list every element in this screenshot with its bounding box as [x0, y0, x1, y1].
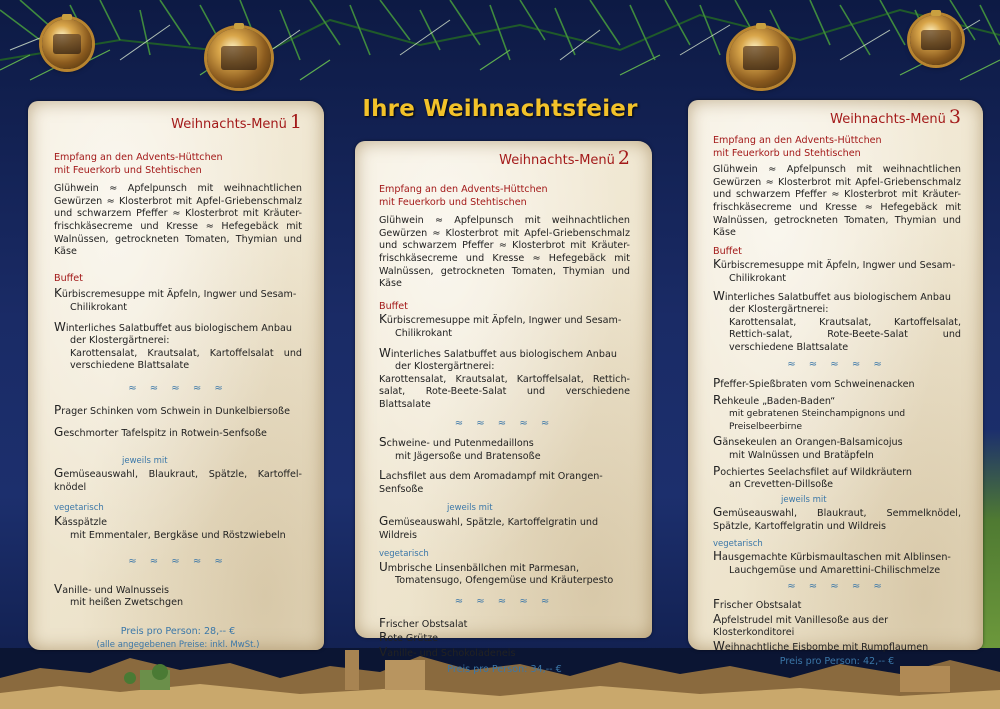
item-text: achsfilet aus dem Aromadampf mit Orangen-Senfsoße: [379, 471, 603, 495]
dessert-item-3: [713, 640, 961, 655]
buffet-label: Buffet: [713, 245, 742, 257]
item-cont: Chilikrokant: [729, 272, 787, 284]
initial-letter: W: [713, 288, 725, 303]
item-cont: der Klostergärtnerei:: [70, 335, 170, 347]
initial-letter: P: [713, 463, 721, 478]
reception-text: Glühwein ≈ Apfelpunsch mit weihnachtlichen Gewürzen ≈ Klosterbrot mit Apfel-Griebenschmalz und schwarzem Pfeffer ≈ Klosterbrot mit Kräuter-frischkäsecreme und Kresse ≈ Hefegebäck mit Walnüssen, getrockneten Tomaten, Thymian und Käse: [54, 183, 302, 258]
each-with-label: jeweils mit: [447, 503, 493, 514]
meat-item-4: [713, 465, 961, 492]
initial-letter: G: [54, 466, 64, 481]
initial-letter: K: [379, 312, 387, 327]
menu-title: [54, 113, 302, 134]
item-text: chweine- und Putenmedaillons: [386, 438, 534, 450]
soup-item: [54, 287, 302, 314]
reception-subtitle: mit Feuerkorb und Stehtischen: [379, 196, 527, 208]
item-text: emüseauswahl, Blaukraut, Semmelknödel, Spätzle, Kartoffelgratin und Wildreis: [713, 508, 961, 533]
item-cont: Lauchgemüse und Amarettini-Chilischmelze: [729, 564, 941, 576]
item-text: ausgemachte Kürbismaultaschen mit Alblinsen-: [722, 552, 951, 564]
nativity-ornament-icon: [42, 19, 92, 69]
item-text: eschmorter Tafelspitz in Rotwein-Senfsoße: [63, 428, 267, 440]
dessert-item-3: [379, 646, 630, 661]
menu-panel-2: [355, 141, 652, 676]
initial-letter: W: [379, 345, 391, 360]
initial-letter: G: [54, 425, 64, 440]
vegetarian-label: vegetarisch: [713, 538, 763, 549]
nativity-ornament-icon: [207, 28, 271, 88]
nativity-ornament-icon: [729, 28, 793, 88]
ornament-cap: [62, 14, 72, 20]
initial-letter: H: [713, 549, 723, 564]
menu-title-text: Weihnachts-Menü: [499, 153, 615, 168]
item-text: interliches Salatbuffet aus biologischem Anbau: [65, 322, 292, 334]
dessert-item-2: [379, 631, 630, 646]
item-text: rischer Obstsalat: [719, 600, 802, 611]
initial-letter: R: [379, 630, 388, 645]
sides-item: [54, 467, 302, 494]
veg-item: [713, 550, 961, 577]
item-cont: mit gebratenen Steinchampignons und Preiselbeerbirne: [729, 409, 906, 432]
wave-divider: ≈ ≈ ≈ ≈ ≈: [454, 596, 555, 608]
item-text: feffer-Spießbraten vom Schweinenacken: [720, 379, 915, 391]
meat-item-3: [713, 435, 961, 462]
nativity-ornament-icon: [910, 15, 962, 65]
each-with-label: jeweils mit: [781, 494, 827, 505]
soup-item: [713, 258, 961, 285]
item-cont: mit Emmentaler, Bergkäse und Röstzwiebeln: [70, 529, 286, 541]
item-text: ehkeule „Baden-Baden“: [721, 395, 836, 407]
initial-letter: W: [54, 319, 66, 334]
item-text: anille- und Walnusseis: [62, 584, 170, 596]
item-text: emüseauswahl, Blaukraut, Spätzle, Kartoffel-knödel: [54, 469, 302, 493]
reception-title: Empfang an den Advents-Hüttchen: [54, 152, 223, 163]
dessert-item-1: [379, 617, 630, 632]
initial-letter: F: [379, 615, 386, 630]
meat-item-1: [713, 377, 961, 392]
initial-letter: K: [54, 514, 62, 529]
menu-title: [379, 149, 630, 170]
wave-divider: ≈ ≈ ≈ ≈ ≈: [128, 382, 228, 394]
menu-number: 2: [617, 147, 630, 169]
item-cont: der Klostergärtnerei:: [395, 361, 495, 373]
page-title: Ihre Weihnachtsfeier: [362, 96, 638, 122]
initial-letter: G: [713, 505, 723, 520]
meat-item-1: [379, 436, 630, 463]
reception-title: Empfang an den Advents-Hüttchen: [379, 184, 548, 195]
wave-divider: ≈ ≈ ≈ ≈ ≈: [454, 417, 555, 429]
meat-item-1: [54, 404, 302, 419]
veg-item: [379, 561, 630, 588]
initial-letter: A: [713, 611, 722, 626]
dessert-item-2: [713, 613, 961, 640]
item-cont: mit Jägersoße und Bratensoße: [395, 450, 541, 462]
item-cont: Tomatensugo, Ofengemüse und Kräuterpesto: [395, 575, 614, 587]
salad-item: [54, 321, 302, 348]
wave-divider: ≈ ≈ ≈ ≈ ≈: [787, 358, 887, 370]
pine-branch-icon: [0, 0, 1000, 100]
price: Preis pro Person: 28,-- €: [120, 626, 236, 638]
buffet-label: Buffet: [54, 272, 83, 284]
menu-panel-1: [28, 101, 324, 650]
veg-item: [54, 515, 302, 542]
item-cont: der Klostergärtnerei:: [729, 304, 829, 316]
initial-letter: K: [713, 257, 721, 272]
menu-title: [713, 108, 961, 129]
item-cont: mit Walnüssen und Bratäpfeln: [729, 450, 874, 462]
ornament-cap: [234, 23, 244, 29]
price-note: (alle angegebenen Preise: inkl. MwSt.): [96, 639, 260, 650]
buffet-label: Buffet: [379, 300, 408, 312]
menu-title-text: Weihnachts-Menü: [171, 117, 287, 132]
initial-letter: P: [713, 376, 721, 391]
reception-subtitle: mit Feuerkorb und Stehtischen: [713, 147, 861, 159]
item-text: eihnachtliche Eisbombe mit Rumpflaumen: [724, 641, 929, 653]
salad-detail: Karottensalat, Krautsalat, Kartoffelsalat, Rettich-salat, Rote-Beete-Salat und verschiedene Blattsalate: [729, 316, 961, 353]
item-text: ürbiscremesuppe mit Äpfeln, Ingwer und Sesam-: [386, 315, 622, 327]
price: Preis pro Person: 34,-- €: [447, 664, 562, 676]
reception-text: Glühwein ≈ Apfelpunsch mit weihnachtlichen Gewürzen ≈ Klosterbrot mit Apfel-Griebenschmalz und schwarzem Pfeffer ≈ Klosterbrot mit Kräuter-frischkäsecreme und Kresse ≈ Hefegebäck mit Walnüssen, getrockneten Tomaten, Thymian und Käse: [713, 164, 961, 239]
salad-detail: Karottensalat, Krautsalat, Kartoffelsalat und verschiedene Blattsalate: [70, 347, 302, 372]
reception-text: Glühwein ≈ Apfelpunsch mit weihnachtlichen Gewürzen ≈ Klosterbrot mit Apfel-Griebenschmalz und schwarzem Pfeffer ≈ Klosterbrot mit Kräuter-frischkäsecreme und Kresse ≈ Hefegebäck mit Walnüssen, getrockneten Tomaten, Thymian und Käse: [379, 215, 630, 290]
initial-letter: G: [379, 514, 389, 529]
salad-item: [713, 290, 961, 317]
item-text: änsekeulen an Orangen-Balsamicojus: [722, 437, 903, 449]
initial-letter: G: [713, 434, 723, 449]
reception-subtitle: mit Feuerkorb und Stehtischen: [54, 164, 202, 176]
initial-letter: U: [379, 559, 388, 574]
menu-number: 3: [948, 106, 961, 128]
vegetarian-label: vegetarisch: [54, 503, 104, 514]
item-text: ürbiscremesuppe mit Äpfeln, Ingwer und Sesam-: [720, 260, 956, 272]
dessert-item: [54, 583, 302, 610]
item-text: emüseauswahl, Spätzle, Kartoffelgratin und Wildreis: [379, 517, 599, 541]
ornament-cap: [756, 23, 766, 29]
item-cont: mit heißen Zwetschgen: [70, 597, 184, 609]
item-text: ürbiscremesuppe mit Äpfeln, Ingwer und Sesam-: [61, 289, 297, 301]
item-text: ote Grütze: [387, 633, 439, 645]
salad-detail: Karottensalat, Krautsalat, Kartoffelsalat, Rettich-salat, Rote-Beete-Salat und verschiedene Blattsalate: [379, 373, 630, 410]
item-cont: an Crevetten-Dillsoße: [729, 479, 834, 491]
item-text: rischer Obstsalat: [385, 618, 468, 630]
menu-number: 1: [289, 111, 302, 133]
item-text: interliches Salatbuffet aus biologischem Anbau: [390, 348, 617, 360]
price: Preis pro Person: 42,-- €: [779, 656, 895, 668]
menu-title-text: Weihnachts-Menü: [830, 112, 946, 127]
initial-letter: L: [379, 468, 386, 483]
initial-letter: R: [713, 392, 722, 407]
initial-letter: V: [54, 581, 63, 596]
item-text: anille- und Schokoladeneis: [387, 647, 516, 659]
item-cont: Chilikrokant: [395, 327, 453, 339]
soup-item: [379, 313, 630, 340]
item-text: interliches Salatbuffet aus biologischem Anbau: [724, 291, 951, 303]
sides-item: [713, 506, 961, 533]
each-with-label: jeweils mit: [122, 455, 168, 466]
initial-letter: V: [379, 644, 388, 659]
menu-panel-3: [688, 100, 983, 668]
ornament-cap: [931, 10, 941, 16]
initial-letter: K: [54, 286, 62, 301]
initial-letter: P: [54, 402, 62, 417]
initial-letter: F: [713, 597, 720, 611]
item-text: rager Schinken vom Schwein in Dunkelbiersoße: [61, 405, 290, 417]
reception-title: Empfang an den Advents-Hüttchen: [713, 135, 882, 146]
sides-item: [379, 515, 630, 542]
vegetarian-label: vegetarisch: [379, 549, 429, 560]
dessert-item-1: [713, 598, 961, 613]
item-text: ochiertes Seelachsfilet auf Wildkräutern: [720, 466, 912, 478]
item-text: ässpätzle: [61, 517, 108, 529]
initial-letter: W: [713, 638, 725, 653]
meat-item-2: [54, 426, 302, 441]
wave-divider: ≈ ≈ ≈ ≈ ≈: [787, 581, 887, 593]
salad-item: [379, 347, 630, 374]
item-text: pfelstrudel mit Vanillesoße aus der Klosterkonditorei: [713, 614, 889, 639]
wave-divider: ≈ ≈ ≈ ≈ ≈: [128, 556, 228, 568]
meat-item-2: [379, 469, 630, 496]
meat-item-2: [713, 394, 961, 434]
item-cont: Chilikrokant: [70, 301, 128, 313]
item-text: mbrische Linsenbällchen mit Parmesan,: [387, 562, 579, 574]
initial-letter: S: [379, 435, 387, 450]
